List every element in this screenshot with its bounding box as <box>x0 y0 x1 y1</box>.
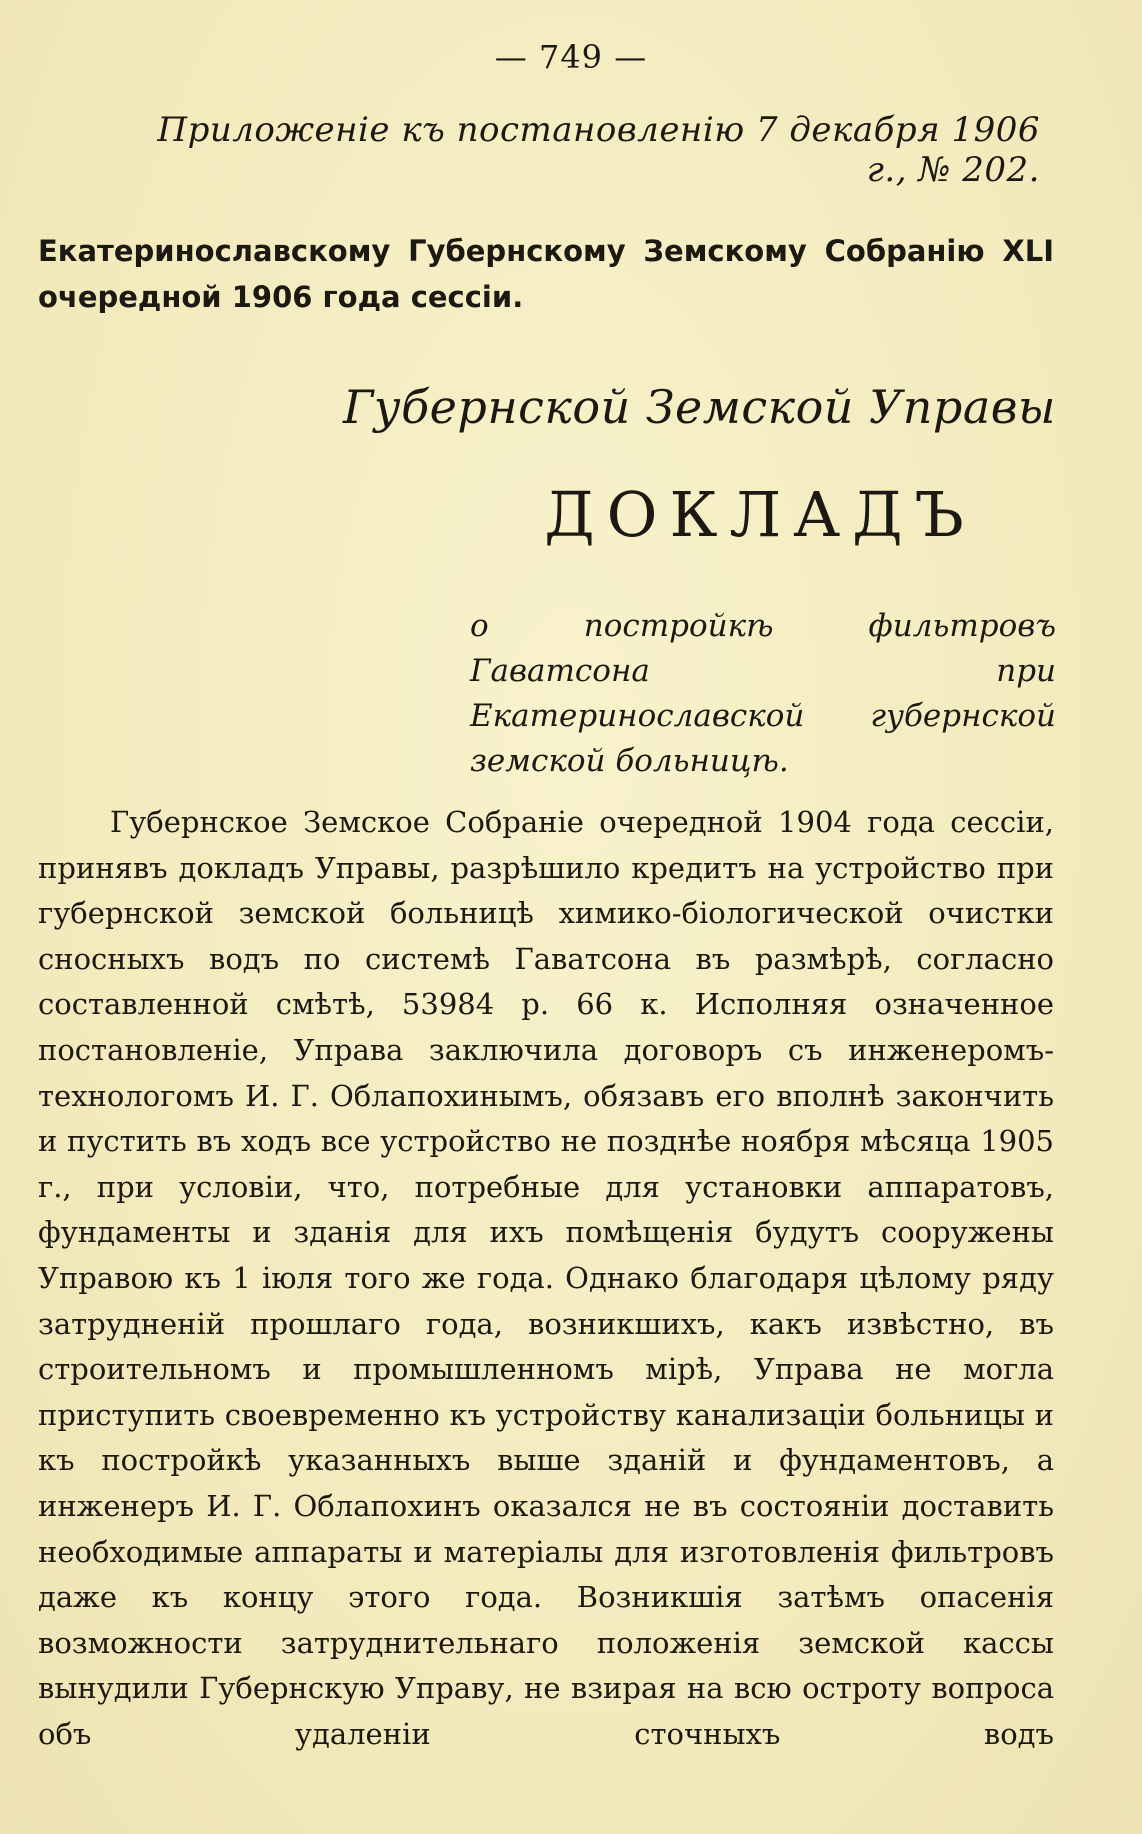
document-subject: о постройкѣ фильтровъ Гаватсона при Екатеринославской губернской земской больницѣ. <box>470 608 1056 779</box>
from-body-heading: Губернской Земской Управы <box>342 380 1056 434</box>
appendix-note: Приложеніе къ постановленію 7 декабря 1906 г., № 202. <box>157 110 1040 190</box>
page-number: — 749 — <box>494 38 648 76</box>
document-title: ДОКЛАДЪ <box>544 478 976 551</box>
body-paragraph: Губернское Земское Собраніе очередной 1904 года сессіи, принявъ докладъ Управы, разрѣшило кредитъ на устройство при губернской земской больницѣ химико-біологической очистки сносныхъ водъ по системѣ Гаватсона въ размѣрѣ, согласно составленной смѣтѣ, 53984 р. 66 к. Исполняя означенное постановленіе, Управа заключила договоръ съ инженеромъ-технологомъ И. Г. Облапохинымъ, обязавъ его вполнѣ закончить и пустить въ ходъ все устройство не позднѣе ноября мѣсяца 1905 г., при условіи, что, потребные для установки аппаратовъ, фундаменты и зданія для ихъ помѣщенія будутъ сооружены Управою къ 1 іюля того же года. Однако благодаря цѣлому ряду затрудненій прошлаго года, возникшихъ, какъ извѣстно, въ строительномъ и промышленномъ мірѣ, Управа не могла приступить своевременно къ устройству канализаціи больницы и къ постройкѣ указанныхъ выше зданій и фундаментовъ, а инженеръ И. Г. Облапохинъ оказался не въ состояніи доставить необходимые аппараты и матеріалы для изготовленія фильтровъ даже къ концу этого года. Возникшія затѣмъ опасенія возможности затруднительнаго положенія земской кассы вынудили Губернскую Управу, не взирая на всю остроту вопроса объ удаленіи сточныхъ водъ <box>38 805 1054 1751</box>
addressee-heading: Екатеринославскому Губернскому Земскому Собранію XLI очередной 1906 года сессіи. <box>38 234 1054 314</box>
